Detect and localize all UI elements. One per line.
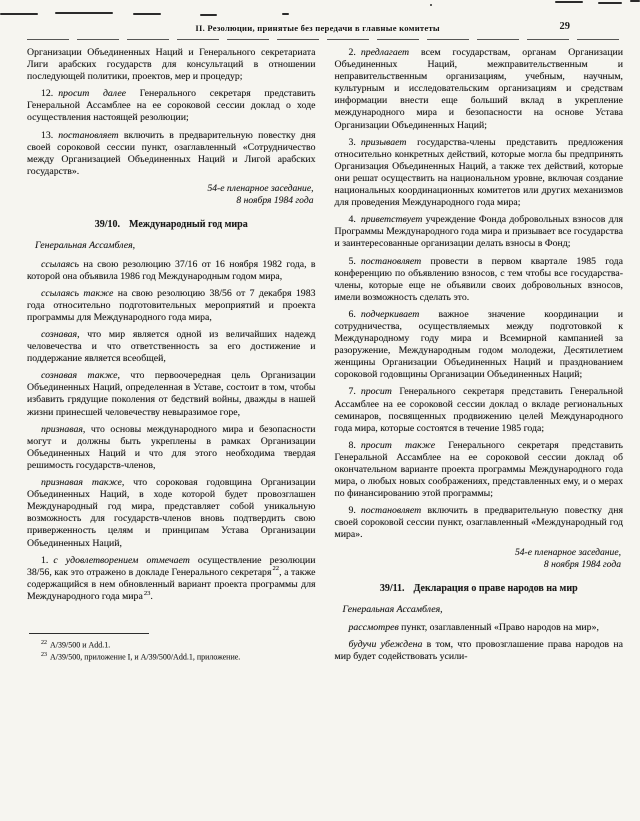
paragraph [27,259,316,283]
footnotes-section [27,633,316,663]
paragraph-number: 6. [348,308,356,320]
paragraph [27,329,316,365]
text-run: учреждение Фонда добровольных взносов для Программы Международного года мира и призывает все государства и заинтересованные организации делать взносы в Фонд; [334,214,623,250]
italic-lead: ссылаясь также [41,287,114,299]
resolution-heading [27,219,316,232]
italic-lead: признавая [41,423,83,435]
italic-lead: сознавая [41,329,78,340]
paragraph-number: 8. [348,439,356,451]
paragraph-number: 9. [348,505,356,517]
paragraph [335,440,624,500]
signature-line: 54-е пленарное заседание, [514,546,621,558]
intro-line [335,604,624,616]
resolution-heading [335,583,624,596]
paragraph-number: 5. [348,255,356,267]
scan-artifact [55,12,113,14]
meeting-signature [27,183,314,207]
italic-lead: рассмотрев [348,622,399,634]
italic-lead: ссылаясь [41,258,79,270]
paragraph [27,47,316,83]
italic-lead: с удовлетворением отмечает [53,554,190,566]
resolution-number: 39/10. [94,218,121,230]
scan-artifact [282,13,289,15]
text-run: Генерального секретаря представить Генеральной Ассамблее на ее сороковой сессии доклад о ходе осуществления настоящей резолюции; [27,88,316,124]
footnote-rule [29,633,149,634]
left-column [27,47,316,821]
footnote: $^{22}$ A/39/500 и Add.1. [41,639,111,650]
italic-lead: предлагает [360,47,410,58]
paragraph [27,130,316,178]
text-run: , что основы международного мира и безопасности могут и должны быть укреплены в рамках Организации Объединенных Наций и что для этого необходима твердая решимость государств-членов, [27,423,316,471]
paragraph [335,309,624,382]
italic-lead: признавая также [41,477,122,489]
paragraph-number: 1. [41,554,49,566]
italic-lead: просит также [360,439,436,451]
italic-lead: Генеральная Ассамблея, [35,240,136,252]
paragraph [335,137,624,210]
paragraph [27,370,316,418]
paragraph [335,214,624,250]
text-run: государства-члены представить предложения относительно конкретных действий, которые могла бы предпринять Организация Объединенных Наций, а также тех действий, которые они решат осуществить на национальном уровне, включая создание национальных координационных комитетов или других механизмов для проведения Международного года мира; [334,136,623,209]
paragraph [335,622,624,634]
scan-artifact [200,14,217,16]
paragraph-number: 13. [41,129,54,141]
text-run: , а также содержащийся в нем обновленный вариант проекта программы для Международного года мира [27,566,316,602]
paragraph-number: 7. [348,386,356,398]
scan-artifact [630,0,640,2]
page-number: 29 [559,21,570,32]
paragraph [27,477,316,550]
italic-lead: приветствует [360,214,423,226]
page-header [28,21,622,36]
signature-line: 54-е пленарное заседание, [207,182,314,194]
resolution-number: 39/11. [379,582,405,594]
paragraph-number: 12. [41,88,54,100]
paragraph [27,555,316,603]
text-run: , что мир является одной из величайших надежд человечества и что ответственность за его достижение и поддержание является всеобщей, [27,329,316,365]
text-columns [27,47,623,821]
footnote-ref: 22 [272,565,280,573]
paragraph [335,639,624,663]
signature-line: 8 ноября 1984 года [543,558,621,570]
footnote-number: 22 [41,639,47,646]
text-run: Генерального секретаря представить Генеральной Ассамблее на ее сороковой сессии доклад о вкладе региональных семинаров, посвященных продвижению целей Международного года мира, которые состоятся в течение 1985 года; [334,386,623,434]
signature-line: 8 ноября 1984 года [236,194,314,206]
italic-lead: призывает [360,136,407,148]
italic-lead: подчеркивает [360,308,420,320]
paragraph [335,505,624,541]
paragraph-number: 3. [348,136,356,148]
footnote-ref: 23 [143,589,151,597]
text-run: осуществление резолюции 38/56, как это отражено в докладе Генерального секретаря [27,554,316,578]
italic-lead: просит [360,386,392,398]
text-run: . [150,590,153,602]
scan-artifact [430,4,432,6]
text-run: включить в предварительную повестку дня своей сороковой сессии пункт, озаглавленный «Международный год мира». [334,505,623,541]
italic-lead: Генеральная Ассамблея, [342,604,443,616]
text-run: пункт, озаглавленный «Право народов на мир», [398,622,599,634]
italic-lead: будучи убеждена [348,639,423,651]
italic-lead: постановляет [360,255,422,267]
italic-lead: постановляет [58,129,119,141]
running-header-title: II. Резолюции, принятые без передачи в главные комитеты [195,23,440,33]
footnote: $^{23}$ A/39/500, приложение I, и A/39/500/Add.1, приложение. [41,652,241,663]
text-run: важное значение координации и сотрудничества, осуществляемых между подготовкой к Международному году мира и Всемирной кампанией за разоружение, Международным годом молодежи, Десятилетием женщины Организации Объединенных Наций и празднованием сороковой годовщины Организации Объединенных Наций; [334,308,623,381]
paragraph [27,88,316,124]
text-run: на свою резолюцию 37/16 от 16 ноября 1982 года, в которой она объявила 1986 год Международным годом мира, [27,258,316,282]
scan-artifact [0,13,38,15]
text-run: , что первоочередная цель Организации Объединенных Наций, определенная в Уставе, состоит в том, чтобы избавить грядущие поколения от бедствий войны, дважды в нашей жизни принесшей человечеству невыразимое горе, [27,370,316,418]
paragraph [27,288,316,324]
header-rule [27,39,623,40]
scan-artifact [555,1,583,3]
italic-lead: постановляет [360,505,422,517]
paragraph [335,47,624,132]
paragraph-number: 4. [348,214,356,226]
resolution-title: Международный год мира [129,218,248,230]
text-run: включить в предварительную повестку дня своей сороковой сессии пункт, озаглавленный «Сотрудничество между Организацией Объединенных Наций и Лигой арабских государств». [27,129,316,177]
text-run: на свою резолюцию 38/56 от 7 декабря 1983 года относительно подготовительных мероприятий и проекта программы для Международного года мира, [27,287,316,323]
paragraph [335,386,624,434]
text-run: , что сороковая годовщина Организации Объединенных Наций, в ходе которой будет провозглашен Международный год мира, представляет собой уникальную возможность для государств-членов вновь подтвердить свою приверженность целям и принципам Устава Организации Объединенных Наций, [27,477,316,549]
scan-artifact [598,2,622,4]
italic-lead: сознавая также [41,370,118,382]
footnote-number: 23 [41,652,47,659]
meeting-signature [335,547,622,571]
italic-lead: просит далее [58,88,127,100]
text-run: всем государствам, органам Организации Объединенных Наций, межправительственным и неправительственным организациям, учебным, научным, культурным и исследовательским организациям и средствам информации внести еще больший вклад в укрепление международного мира и безопасности на основе Устава Организации Объединенных Наций; [334,47,623,131]
scan-artifact [133,13,161,15]
resolution-title: Декларация о праве народов на мир [413,582,578,594]
intro-line [27,240,316,252]
text-run: в том, что провозглашение права народов на мир будет содействовать усили- [334,639,623,663]
text-run: провести в первом квартале 1985 года конференцию по объявлению взносов, с тем чтобы все государства-члены, которые еще не объявили своих добровольных взносов, имели возможность сделать это. [334,255,623,303]
paragraph-number: 2. [348,47,356,58]
text-run: Генерального секретаря представить Генеральной Ассамблее на ее сороковой сессии доклад об окончательном варианте проекта программы Международного года мира, о любых новых соображениях, представленных ему, и о мерах по финансированию этой программы; [334,439,623,500]
paragraph [335,256,624,304]
paragraph [27,424,316,472]
right-column [335,47,624,821]
text-run: Организации Объединенных Наций и Генерального секретариата Лиги арабских государств для консультаций в отношении последующей политики, проектов, мер и процедур; [27,47,316,83]
